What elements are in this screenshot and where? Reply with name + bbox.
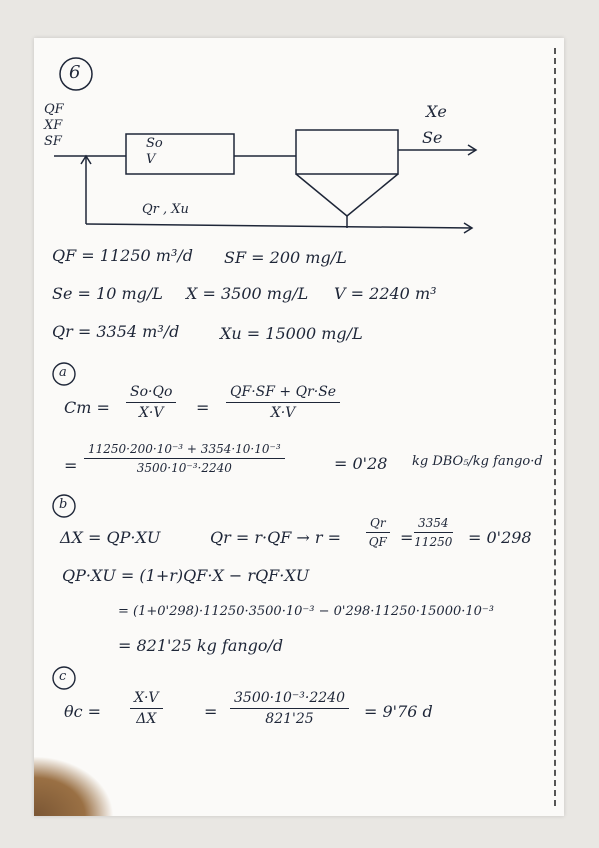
given-se: Se = 10 mg/L [52,284,163,303]
part-a-frac1-num: So·Qo [126,384,176,403]
part-b-label: b [59,497,68,512]
part-c-result: = 9'76 d [364,702,433,721]
part-a-frac3 [84,442,285,475]
given-x: X = 3500 mg/L [186,284,309,303]
part-a-frac1-den: X·V [138,405,164,421]
part-b-line2: QP·XU = (1+r)QF·X − rQF·XU [62,566,310,585]
part-a-result: = 0'28 [334,454,388,473]
part-b-line4: = 821'25 kg fango/d [118,636,284,655]
part-a-eq2: = [64,456,78,475]
part-c-frac2 [230,690,349,727]
inlet-label-s: SF [44,134,62,149]
part-a-frac2 [226,384,340,421]
part-c-frac1 [130,690,163,727]
part-b-frac2-den: 11250 [414,535,453,549]
problem-number: 6 [69,62,81,83]
recycle-line [86,224,472,228]
given-xu: Xu = 15000 mg/L [220,324,363,343]
part-a-label: a [59,365,67,380]
part-c-lhs: θc = [64,702,102,721]
part-b-result: = 0'298 [468,528,532,547]
outlet-label-s: Se [422,128,443,147]
inlet-label-q: QF [44,102,64,117]
recycle-label: Qr , Xu [142,202,189,217]
given-v: V = 2240 m³ [334,284,437,303]
part-a-frac3-den: 3500·10⁻³·2240 [136,461,232,475]
part-b-frac [366,516,390,549]
part-b-frac-num: Qr [366,516,390,533]
part-a-frac2-num: QF·SF + Qr·Se [226,384,340,403]
inlet-label-x: XF [44,118,63,133]
clarifier-box [296,130,398,174]
part-c-frac1-num: X·V [130,690,163,709]
clarifier-cone [296,174,398,216]
part-c-eq: = [204,702,218,721]
part-c-label: c [59,669,67,684]
outlet-label-x: Xe [426,102,447,121]
part-c-frac2-num: 3500·10⁻³·2240 [230,690,349,709]
part-a-frac1 [126,384,176,421]
given-sf: SF = 200 mg/L [224,248,347,267]
part-b-eq: = [400,528,414,547]
part-b-line3: = (1+0'298)·11250·3500·10⁻³ − 0'298·11250·15000·10⁻³ [118,604,494,619]
part-c-frac2-den: 821'25 [265,711,314,727]
part-c-frac1-den: ΔX [136,711,157,727]
part-b-frac2 [414,516,453,549]
part-b-frac2-num: 3354 [414,516,453,533]
part-b-frac-den: QF [368,535,387,549]
part-a-frac2-den: X·V [270,405,296,421]
part-a-lhs: Cm = [64,398,110,417]
reactor-label-s: So [146,136,163,151]
part-a-eq: = [196,398,210,417]
given-qr: Qr = 3354 m³/d [52,322,180,341]
given-qf: QF = 11250 m³/d [52,246,193,265]
reactor-label-v: V [146,152,156,167]
notebook-page [34,38,564,816]
part-b-line1b: Qr = r·QF → r = [210,528,342,547]
reactor-box [126,134,234,174]
part-a-unit: kg DBO₅/kg fango·d [412,454,543,469]
part-a-frac3-num: 11250·200·10⁻³ + 3354·10·10⁻³ [84,442,285,459]
part-b-line1: ΔX = QP·XU [60,528,161,547]
